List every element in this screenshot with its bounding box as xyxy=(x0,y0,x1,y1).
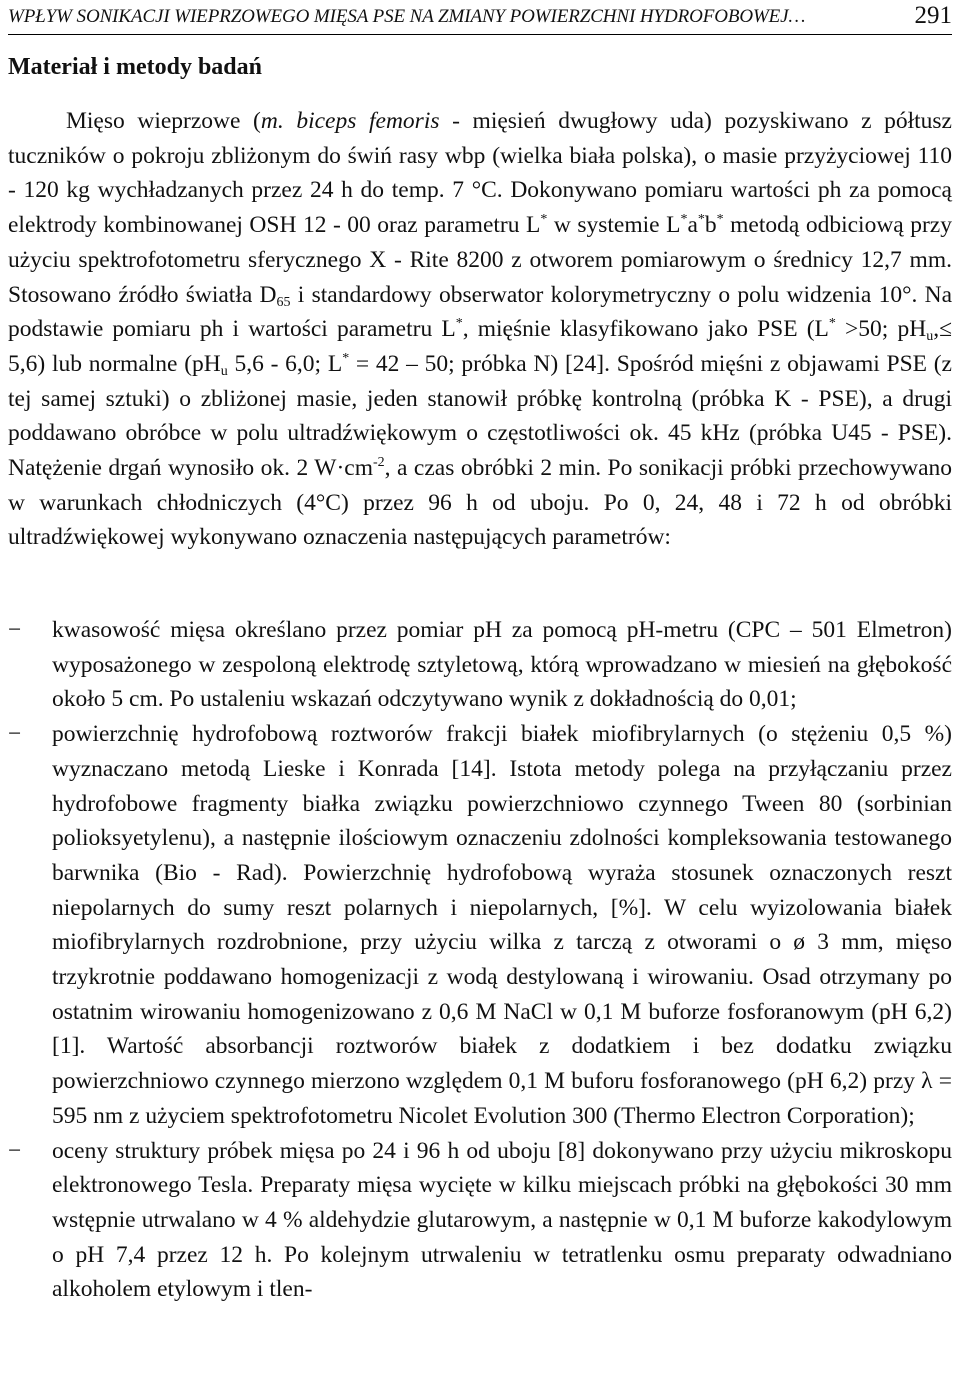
page-number: 291 xyxy=(914,2,952,29)
section-heading: Materiał i metody badań xyxy=(8,54,262,80)
running-title: WPŁYW SONIKACJI WIEPRZOWEGO MIĘSA PSE NA ZMIANY POWIERZCHNI HYDROFOBOWEJ… xyxy=(8,6,806,27)
list-item xyxy=(8,613,952,717)
list-item xyxy=(8,1134,952,1308)
parameters-list xyxy=(8,613,952,1307)
dash-bullet: − xyxy=(8,1137,22,1164)
methods-paragraph: Mięso wieprzowe (m. biceps femoris - mięsień dwugłowy uda) pozyskiwano z półtusz tuczników o pokroju zbliżonym do świń rasy wbp (wielka biała polska), o masie przyżyciowej 110 - 120 kg wychładzanych przez 24 h do temp. 7 °C. Dokonywano pomiaru wartości ph za pomocą elektrody kombinowanej OSH 12 - 00 oraz parametru L* w systemie L*a*b* metodą odbiciową przy użyciu spektrofotometru sferycznego X - Rite 8200 z otworem pomiarowym o średnicy 12,7 mm. Stosowano źródło światła $D_{65}$ i standardowy obserwator kolorymetryczny o polu widzenia 10°. Na podstawie pomiaru ph i wartości parametru L*, mięśnie klasyfikowano jako PSE (L* >50; $pH_u,\le 5,6$) lub normalne ($pH_u$ 5,6 - 6,0; L* = 42 – 50; próbka N) [24]. Spośród mięśni z objawami PSE (z tej samej sztuki) o zbliżonej masie, jeden stanowił próbkę kontrolną (próbka K - PSE), a drugi poddawano obróbce w polu ultradźwiękowym o częstotliwości ok. 45 kHz (próbka U45 - PSE). Natężenie drgań wynosiło ok. 2 $W\cdot cm^{-2}$, a czas obróbki 2 min. Po sonikacji próbki przechowywano w warunkach chłodniczych (4°C) przez 96 h od uboju. Po 0, 24, 48 i 72 h od obróbki ultradźwiękowej wykonywano oznaczenia następujących parametrów: xyxy=(8,108,953,551)
list-item xyxy=(8,717,952,1133)
header-rule xyxy=(8,34,952,35)
list-item-text: kwasowość mięsa określano przez pomiar pH za pomocą pH-metru (CPC – 501 Elmetron) wyposażonego w zespoloną elektrodę sztyletową, którą wprowadzano w miesień na głębokość około 5 cm. Po ustaleniu wskazań odczytywano wynik z dokładnością do 0,01; xyxy=(52,617,952,713)
list-item-text: powierzchnię hydrofobową roztworów frakcji białek miofibrylarnych (o stężeniu 0,5 %) wyznaczano metodą Lieske i Konrada [14]. Istota metody polega na przyłączaniu przez hydrofobowe fragmenty białka związku powierzchniowo czynnego Tween 80 (sorbinian polioksyetylenu), a następnie ilościowym oznaczeniu zdolności kompleksowania testowanego barwnika (Bio - Rad). Powierzchnię hydrofobową wyraża stosunek oznaczonych reszt niepolarnych do sumy reszt polarnych i niepolarnych, [%]. W celu wyizolowania białek miofibrylarnych rozdrobnione, przy użyciu wilka z tarczą z otworami o ø 3 mm, mięso trzykrotnie poddawano homogenizacji z wodą destylowaną i wirowaniu. Osad otrzymany po ostatnim wirowaniu homogenizowano z 0,6 M NaCl w 0,1 M buforze fosforanowym (pH 6,2) [1]. Wartość absorbancji roztworów białek z dodatkiem i bez dodatku związku powierzchniowo czynnego mierzono względem 0,1 M buforu fosforanowego (pH 6,2) przy λ = 595 nm z użyciem spektrofotometru Nicolet Evolution 300 (Thermo Electron Corporation); xyxy=(52,721,952,1129)
list-item-text: oceny struktury próbek mięsa po 24 i 96 h od uboju [8] dokonywano przy użyciu mikroskopu elektronowego Tesla. Preparaty mięsa wycięte w kilku miejscach próbki na głębokości 30 mm wstępnie utrwalano w 4 % aldehydzie glutarowym, a następnie w 0,1 M buforze kakodylowym o pH 7,4 przez 12 h. Po kolejnym utrwaleniu w tetratlenku osmu preparaty odwadniano alkoholem etylowym i tlen- xyxy=(52,1137,952,1303)
dash-bullet: − xyxy=(8,721,22,748)
dash-bullet: − xyxy=(8,617,22,643)
running-header xyxy=(8,4,952,32)
